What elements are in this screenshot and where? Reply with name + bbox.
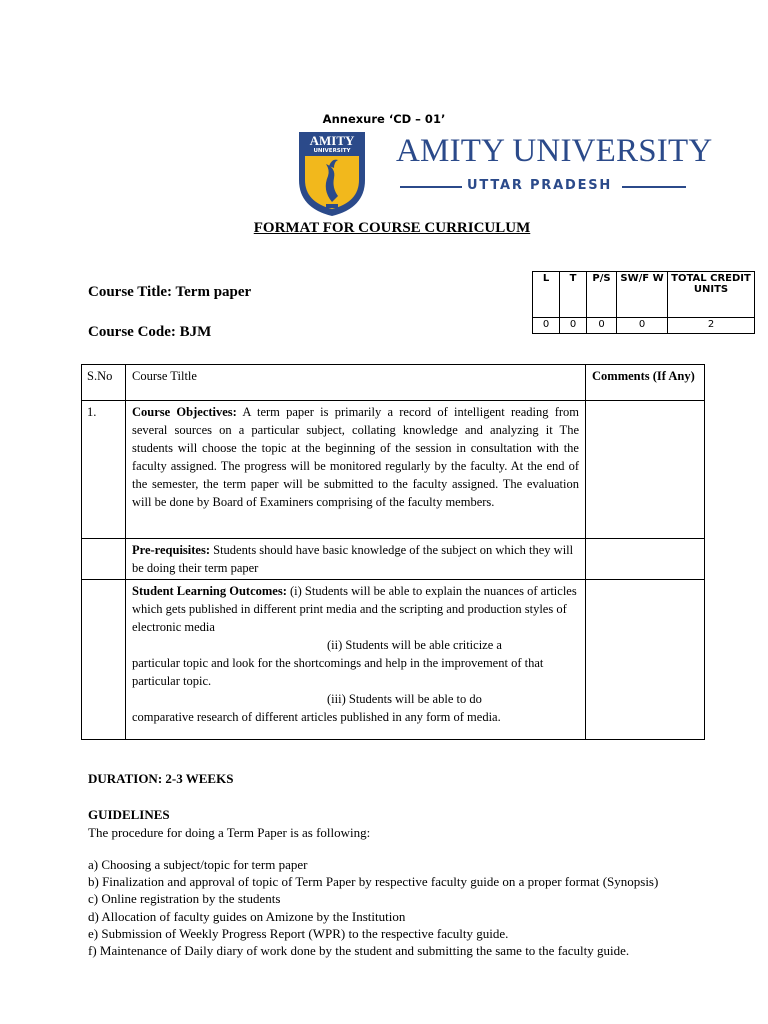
guidelines-steps — [88, 856, 698, 959]
outcome-3-start: (iii) Students will be able to do — [327, 692, 482, 706]
prerequisites-label: Pre-requisites: — [132, 543, 210, 557]
course-title — [88, 284, 251, 301]
header-comments: Comments (If Any) — [586, 365, 705, 401]
table-row — [82, 580, 705, 740]
brand-name: AMITY UNIVERSITY — [396, 133, 713, 169]
annexure-label: Annexure ‘CD – 01’ — [322, 112, 446, 126]
row-sno — [82, 580, 126, 740]
list-item: a) Choosing a subject/topic for term paper — [88, 857, 308, 872]
comments-cell — [586, 580, 705, 740]
course-objectives-text: A term paper is primarily a record of intelligent reading from several sources on a particular subject, collating knowledge and analyzing it The students will choose the topic at the beginning of the session in consultation with the faculty assigned. The progress will be monitored regularly by the faculty. At the end of the semester, the term paper will be submitted to the faculty assigned. The evaluation will be done by Board of Examiners comprising of the faculty members. — [132, 405, 579, 509]
course-code-label: Course Code: — [88, 324, 176, 340]
credit-table — [532, 271, 755, 334]
brand-location — [400, 177, 690, 197]
course-title-label: Course Title: — [88, 284, 173, 300]
list-item: c) Online registration by the students — [88, 891, 281, 907]
divider-left — [400, 186, 462, 188]
course-title-value: Term paper — [175, 284, 252, 300]
divider-right — [622, 186, 686, 188]
credit-header-t: T — [560, 272, 587, 318]
row-sno — [82, 539, 126, 580]
credit-header-ps: P/S — [587, 272, 617, 318]
credit-value-ps: 0 — [587, 318, 617, 334]
learning-outcomes-label: Student Learning Outcomes: — [132, 584, 287, 598]
header-course-title: Course Tiltle — [126, 365, 586, 401]
course-code — [88, 324, 211, 341]
learning-outcomes-cell — [126, 580, 586, 740]
brand-location-text: UTTAR PRADESH — [467, 178, 613, 193]
credit-value-t: 0 — [560, 318, 587, 334]
credit-header-swfw: SW/F W — [617, 272, 668, 318]
duration: DURATION: 2-3 WEEKS — [88, 771, 234, 786]
header-sno: S.No — [82, 365, 126, 401]
credit-value-total: 2 — [668, 318, 755, 334]
outcome-2-start: (ii) Students will be able criticize a — [327, 638, 502, 652]
shield-subtext: UNIVERSITY — [313, 148, 351, 154]
guidelines-intro: The procedure for doing a Term Paper is as following: — [88, 825, 371, 840]
prerequisites-cell — [126, 539, 586, 580]
list-item: f) Maintenance of Daily diary of work done by the student and submitting the same to the faculty guide. — [88, 943, 630, 959]
credit-header-total: TOTAL CREDIT UNITS — [668, 272, 755, 318]
guidelines-heading: GUIDELINES — [88, 807, 170, 822]
table-row — [82, 539, 705, 580]
row-sno: 1. — [82, 401, 126, 539]
prerequisites-text: Students should have basic knowledge of the subject on which they will be doing their term paper — [132, 543, 574, 575]
credit-header-l: L — [533, 272, 560, 318]
outcome-2-rest: particular topic and look for the shortcomings and help in the improvement of that particular topic. — [132, 656, 544, 688]
comments-cell — [586, 401, 705, 539]
table-row — [82, 401, 705, 539]
list-item: d) Allocation of faculty guides on Amizone by the Institution — [88, 908, 406, 924]
credit-value-l: 0 — [533, 318, 560, 334]
document-title: FORMAT FOR COURSE CURRICULUM — [253, 220, 531, 236]
outcome-3-rest: comparative research of different articles published in any form of media. — [132, 710, 501, 724]
course-objectives-cell — [126, 401, 586, 539]
course-objectives-label: Course Objectives: — [132, 405, 237, 419]
list-item: b) Finalization and approval of topic of Term Paper by respective faculty guide on a proper format (Synopsis) — [88, 874, 659, 890]
outcome-1: (i) Students will be able to explain the nuances of articles which gets published in different print media and the scripting and production styles of electronic media — [132, 584, 577, 634]
curriculum-table — [81, 364, 705, 740]
course-code-value: BJM — [179, 324, 212, 340]
comments-cell — [586, 539, 705, 580]
credit-value-swfw: 0 — [617, 318, 668, 334]
shield-text: AMITY — [309, 133, 355, 148]
list-item: e) Submission of Weekly Progress Report (WPR) to the respective faculty guide. — [88, 925, 509, 941]
